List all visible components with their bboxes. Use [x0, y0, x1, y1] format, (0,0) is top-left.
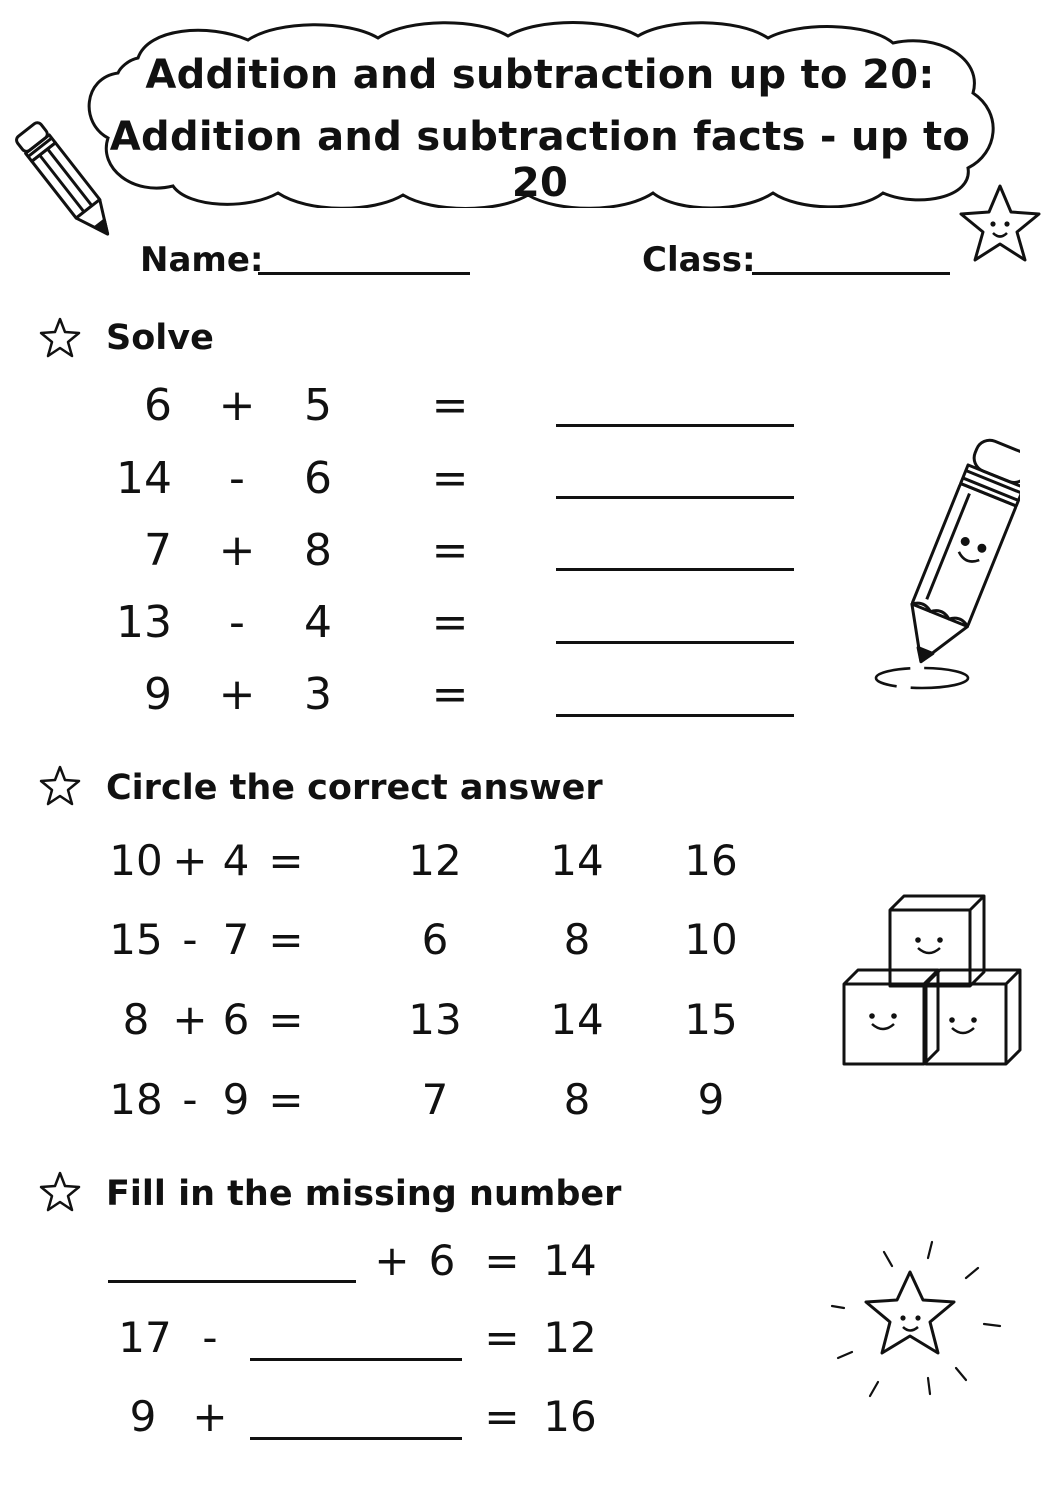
result: 16 [543, 1392, 597, 1441]
equals-sign: = [431, 669, 469, 720]
equals-sign: = [484, 1313, 520, 1362]
section-title-solve: Solve [106, 318, 214, 358]
answer-choice[interactable]: 13 [408, 995, 462, 1044]
operand-a: 9 [129, 1392, 157, 1441]
operand-b: 9 [222, 1075, 250, 1124]
equals-sign: = [268, 915, 304, 964]
operand-a: 8 [122, 995, 150, 1044]
equals-sign: = [431, 453, 469, 504]
section-title-circle: Circle the correct answer [106, 768, 603, 808]
name-label: Name: [140, 240, 264, 280]
result: 12 [543, 1313, 597, 1362]
star-icon [38, 764, 82, 808]
answer-choice[interactable]: 9 [697, 1075, 725, 1124]
section-title-missing: Fill in the missing number [106, 1174, 622, 1214]
name-field[interactable] [258, 272, 470, 275]
equals-sign: = [484, 1236, 520, 1285]
equals-sign: = [268, 995, 304, 1044]
operator: + [172, 995, 208, 1044]
operand-b: 4 [222, 836, 250, 885]
smiling-pencil-icon [870, 430, 1020, 700]
operand-a: 7 [144, 525, 172, 576]
answer-field[interactable] [556, 641, 794, 644]
star-icon [38, 1170, 82, 1214]
smiling-star-icon [955, 180, 1045, 268]
pencil-icon [12, 112, 122, 252]
operator: - [182, 915, 198, 964]
answer-field[interactable] [556, 424, 794, 427]
equals-sign: = [431, 380, 469, 431]
equals-sign: = [431, 597, 469, 648]
equals-sign: = [484, 1392, 520, 1441]
answer-choice[interactable]: 14 [550, 995, 604, 1044]
answer-choice[interactable]: 10 [684, 915, 738, 964]
operand-a: 13 [116, 597, 172, 648]
result: 14 [543, 1236, 597, 1285]
answer-choice[interactable]: 15 [684, 995, 738, 1044]
operator: - [182, 1075, 198, 1124]
answer-choice[interactable]: 7 [421, 1075, 449, 1124]
operator: + [192, 1392, 228, 1441]
operand-b: 5 [304, 380, 332, 431]
operand-b: 8 [304, 525, 332, 576]
operand-b: 7 [222, 915, 250, 964]
operator: + [218, 380, 256, 431]
operand-b: 6 [428, 1236, 456, 1285]
class-label: Class: [642, 240, 756, 280]
operand-a: 17 [118, 1313, 172, 1362]
class-field[interactable] [752, 272, 950, 275]
operator: + [218, 669, 256, 720]
operator: + [218, 525, 256, 576]
operator: - [229, 597, 245, 648]
missing-number-field[interactable] [250, 1437, 462, 1440]
operand-b: 6 [222, 995, 250, 1044]
answer-field[interactable] [556, 568, 794, 571]
equals-sign: = [268, 1075, 304, 1124]
operand-a: 9 [144, 669, 172, 720]
answer-choice[interactable]: 8 [563, 915, 591, 964]
answer-choice[interactable]: 8 [563, 1075, 591, 1124]
title-line-1: Addition and subtraction up to 20: [145, 52, 935, 98]
equals-sign: = [268, 836, 304, 885]
operand-a: 15 [109, 915, 163, 964]
missing-number-field[interactable] [250, 1358, 462, 1361]
operand-a: 18 [109, 1075, 163, 1124]
answer-choice[interactable]: 12 [408, 836, 462, 885]
operand-a: 14 [116, 453, 172, 504]
answer-choice[interactable]: 6 [421, 915, 449, 964]
answer-choice[interactable]: 16 [684, 836, 738, 885]
smiling-blocks-icon [838, 888, 1028, 1068]
equals-sign: = [431, 525, 469, 576]
answer-choice[interactable]: 14 [550, 836, 604, 885]
operator: + [172, 836, 208, 885]
missing-number-field[interactable] [108, 1280, 356, 1283]
answer-field[interactable] [556, 714, 794, 717]
operator: + [374, 1236, 410, 1285]
operator: - [202, 1313, 218, 1362]
star-icon [38, 316, 82, 360]
operand-b: 3 [304, 669, 332, 720]
operand-a: 10 [109, 836, 163, 885]
answer-field[interactable] [556, 496, 794, 499]
title-line-2: Addition and subtraction facts - up to 20 [109, 114, 971, 206]
sparkling-star-icon [830, 1238, 1010, 1408]
operand-b: 6 [304, 453, 332, 504]
operator: - [229, 453, 245, 504]
operand-a: 6 [144, 380, 172, 431]
operand-b: 4 [304, 597, 332, 648]
